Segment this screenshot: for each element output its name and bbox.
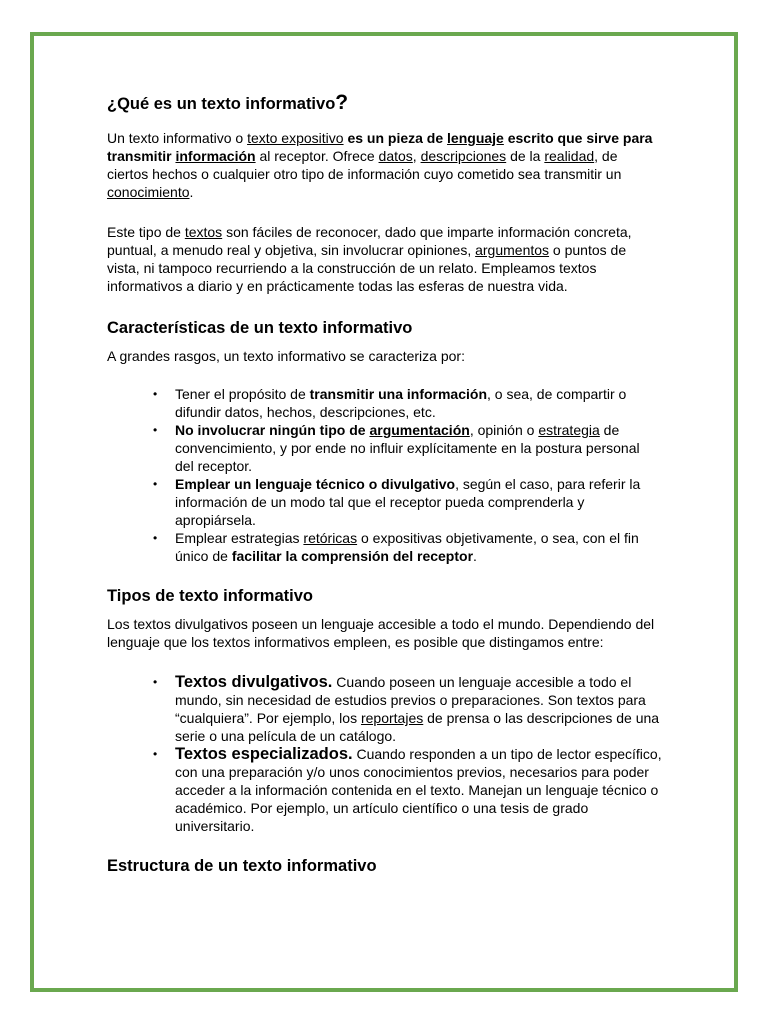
- link-descripciones[interactable]: descripciones: [420, 148, 507, 164]
- types-list: [107, 673, 662, 835]
- intro-paragraph-2: Este tipo de textos son fáciles de reconocer, dado que imparte información concreta, puntual, a menudo real y objetiva, sin involucrar opiniones, argumentos o puntos de vista, ni tampoco recurriendo a la construcción de un relato. Empleamos textos informativos a diario y en prácticamente todas las esferas de nuestra vida.: [107, 224, 632, 294]
- intro-paragraph-1: Un texto informativo o texto expositivo es un pieza de lenguaje escrito que sirve para transmitir información al receptor. Ofrece datos, descripciones de la realidad, de ciertos hechos o cualquier otro tipo de información cuyo cometido sea transmitir un conocimiento.: [107, 130, 653, 200]
- link-texto-expositivo[interactable]: texto expositivo: [247, 130, 344, 146]
- list-item: • No involucrar ningún tipo de argumentación, opinión o estrategia de convencimiento, y por ende no influir explícitamente en la postura personal del receptor.: [175, 421, 662, 475]
- section-heading-structure: Estructura de un texto informativo: [107, 857, 377, 875]
- characteristics-lead: A grandes rasgos, un texto informativo se caracteriza por:: [107, 348, 465, 364]
- link-informacion[interactable]: información: [175, 148, 256, 164]
- link-datos[interactable]: datos: [378, 148, 413, 164]
- link-argumentos[interactable]: argumentos: [475, 242, 550, 258]
- link-reportajes[interactable]: reportajes: [360, 710, 424, 726]
- list-item: • Emplear un lenguaje técnico o divulgativo, según el caso, para referir la información de un modo tal que el receptor pueda comprenderla y apropiársela.: [175, 475, 662, 529]
- section-heading-characteristics: Características de un texto informativo: [107, 319, 413, 337]
- link-estrategia[interactable]: estrategia: [538, 422, 600, 438]
- page-title: ¿Qué es un texto informativo?: [107, 91, 349, 114]
- link-argumentacion[interactable]: argumentación: [369, 422, 470, 438]
- list-item: • Emplear estrategias retóricas o expositivas objetivamente, o sea, con el fin único de facilitar la comprensión del receptor.: [175, 529, 662, 565]
- types-lead: Los textos divulgativos poseen un lenguaje accesible a todo el mundo. Dependiendo del lenguaje que los textos informativos empleen, es posible que distingamos entre:: [107, 616, 655, 650]
- list-item: • Tener el propósito de transmitir una información, o sea, de compartir o difundir datos, hechos, descripciones, etc.: [175, 385, 662, 421]
- link-conocimiento[interactable]: conocimiento: [107, 184, 190, 200]
- link-textos[interactable]: textos: [184, 224, 223, 240]
- document-content: [107, 90, 662, 885]
- link-realidad[interactable]: realidad: [544, 148, 595, 164]
- list-item: • Textos divulgativos. Cuando poseen un lenguaje accesible a todo el mundo, sin necesidad de estudios previos o preparaciones. Son textos para “cualquiera”. Por ejemplo, los reportajes de prensa o las descripciones de una serie o una película de un catálogo.: [175, 673, 662, 745]
- link-retoricas[interactable]: retóricas: [303, 530, 358, 546]
- link-lenguaje[interactable]: lenguaje: [447, 130, 504, 146]
- section-heading-types: Tipos de texto informativo: [107, 587, 313, 605]
- characteristics-list: [107, 385, 662, 565]
- list-item: • Textos especializados. Cuando responden a un tipo de lector específico, con una preparación y/o unos conocimientos previos, necesarios para poder acceder a la información contenida en el texto. Manejan un lenguaje técnico o académico. Por ejemplo, un artículo científico o una tesis de grado universitario.: [175, 745, 662, 835]
